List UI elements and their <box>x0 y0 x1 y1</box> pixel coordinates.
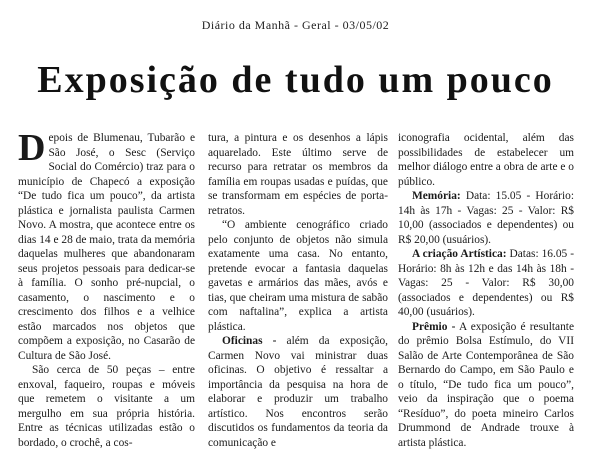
article-column-3 <box>398 131 574 450</box>
article-title: Exposição de tudo um pouco <box>37 59 554 101</box>
paragraph-intro <box>18 127 195 363</box>
paragraph-pieces: São cerca de 50 peças – entre enxoval, faqueiro, roupas e móveis que remetem o visitante a um mergulho em sua própria história. Entre as técnicas utilizadas estão o bordado, o crochê, a cos- <box>18 364 195 449</box>
paragraph-techniques: tura, a pintura e os desenhos a lápis aquarelado. Este último serve de recurso para retratar os membros da família em roupas usadas e puídas, que se transformam em espécies de porta-retratos. <box>208 132 388 217</box>
drop-cap: D <box>18 127 46 169</box>
paragraph-premio <box>398 320 574 451</box>
article-column-1 <box>18 127 195 450</box>
premio-lead: Prêmio - <box>412 320 456 333</box>
workshops-lead: Oficinas - <box>222 335 277 347</box>
premio-text: A exposição é resultante do prêmio Bolsa Estímulo, do VII Salão de Arte Contemporânea de São Bernardo do Campo, em São Paulo e o título, “De tudo fica um pouco”, veio da inspiração que o poema “Resíduo”, do poeta mineiro Carlos Drummond de Andrade trouxe à artista plástica. <box>398 320 574 449</box>
paragraph-workshops <box>208 334 388 450</box>
paragraph-criacao <box>398 247 574 320</box>
paragraph-memoria <box>398 189 574 247</box>
memoria-lead: Memória: <box>412 190 461 202</box>
article-column-2 <box>208 131 388 450</box>
paragraph-iconography: iconografia ocidental, além das possibilidades de estabelecer um melhor diálogo entre a obra de arte e o público. <box>398 132 574 188</box>
criacao-text: Datas: 16.05 - Horário: 8h às 12h e das 14h às 18h - Vagas: 25 - Valor: R$ 30,00 (associados e dependentes) ou R$ 40,00 (usuários). <box>398 248 574 318</box>
paragraph-intro-text: epois de Blumenau, Tubarão e São José, o Sesc (Serviço Social do Comércio) traz para o município de Chapecó a exposição “De tudo fica um pouco”, da artista plástica e jornalista paulista Carmen Novo. A mostra, que acontece entre os dias 14 e 28 de maio, trata da memória daquelas mulheres que abandonaram seus projetos pessoais para dedicar-se à família. O sonho pré-nupcial, o casamento, o nascimento e o crescimento dos filhos e a velhice estão marcados nos objetos que compõem a exposição, no Casarão de Cultura de São José. <box>18 132 195 362</box>
paragraph-quote: “O ambiente cenográfico criado pelo conjunto de objetos não simula exatamente uma casa. No entanto, pretende evocar a fantasia daquelas gavetas e armários das mães, avós e tias, que cheiram uma mistura de sabão com naftalina”, explica a artista plástica. <box>208 219 388 333</box>
newspaper-header: Diário da Manhã - Geral - 03/05/02 <box>201 18 390 32</box>
memoria-text: Data: 15.05 - Horário: 14h às 17h - Vagas: 25 - Valor: R$ 10,00 (associados e dependentes) ou R$ 20,00 (usuários). <box>398 190 574 246</box>
workshops-text: além da exposição, Carmen Novo vai ministrar duas oficinas. O objetivo é ressaltar a importância da pesquisa na hora de elaborar e produzir um trabalho artístico. Nos encontros serão discutidos os fundamentos da teoria da comunicação e <box>208 335 388 449</box>
criacao-lead: A criação Artística: <box>412 248 507 260</box>
